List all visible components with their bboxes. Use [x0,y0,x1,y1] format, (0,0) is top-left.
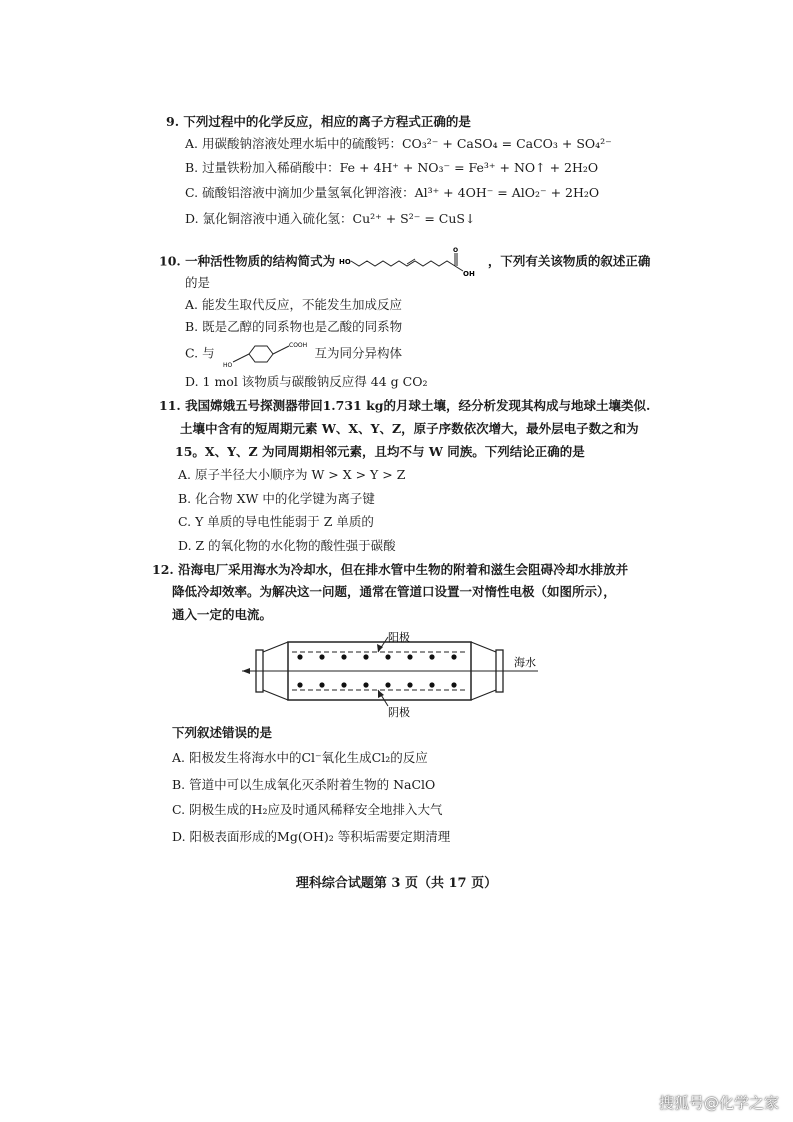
q12-line2: 降低冷却效率。为解决这一问题，通常在管道口设置一对惰性电极（如图所示）， [172,584,616,599]
q10-stem [159,247,650,277]
q10-stem-pre: 10. 一种活性物质的结构简式为 [159,253,336,269]
q11-option-d: D. Z 的氧化物的水化物的酸性强于碳酸 [178,538,396,553]
electrode-pipe-diagram [238,628,550,718]
q12-line1: 12. 沿海电厂采用海水为冷却水，但在排水管中生物的附着和滋生会阻碍冷却水排放并 [152,562,629,577]
q10-struct-ho: HO [339,258,352,266]
q10-option-c [185,340,402,368]
q11-line2: 土壤中含有的短周期元素 W、X、Y、Z，原子序数依次增大，最外层电子数之和为 [180,421,639,436]
cathode-dots [297,682,456,687]
q11-line3: 15。X、Y、Z 为同周期相邻元素，且均不与 W 同族。下列结论正确的是 [175,444,585,459]
q11-option-c: C. Y 单质的导电性能弱于 Z 单质的 [178,514,374,529]
q9-option-d: D. 氯化铜溶液中通入硫化氢：Cu²⁺ + S²⁻ = CuS↓ [185,211,476,226]
q12-option-a: A. 阳极发生将海水中的Cl⁻氧化生成Cl₂的反应 [172,750,428,765]
q9-stem: 9. 下列过程中的化学反应，相应的离子方程式正确的是 [166,114,471,129]
q9-option-a: A. 用碳酸钠溶液处理水垢中的硫酸钙：CO₃²⁻ + CaSO₄ = CaCO₃ + SO₄²⁻ [185,136,612,151]
q12-prompt: 下列叙述错误的是 [172,725,273,740]
anode-label: 阳极 [388,631,410,644]
q10-option-c-pre: C. 与 [185,345,215,361]
c-ho-label: HO [222,362,232,368]
q10-struct-o: O [453,247,459,254]
q12-option-d: D. 阳极表面形成的Mg(OH)₂ 等积垢需要定期清理 [172,829,451,844]
q10-option-c-post: 互为同分异构体 [314,345,403,361]
q11-line1: 11. 我国嫦娥五号探测器带回1.731 kg的月球土壤，经分析发现其构成与地球土壤类似. [159,398,651,413]
q10-option-a: A. 能发生取代反应，不能发生加成反应 [185,297,402,312]
anode-dots [297,654,456,659]
cathode-label: 阴极 [388,706,410,718]
q10-option-d: D. 1 mol 该物质与碳酸钠反应得 44 g CO₂ [185,374,428,389]
q10-option-b: B. 既是乙醇的同系物也是乙酸的同系物 [185,319,403,334]
q10-oh-bond [455,266,463,271]
watermark: 搜狐号@化学之家 [658,1094,779,1112]
page-footer: 理科综合试题第 3 页（共 17 页） [295,876,498,891]
q10-structure-diagram [339,247,483,277]
q10-struct-oh: OH [463,270,476,277]
q10-stem-line2: 的是 [185,275,211,290]
q11-option-a: A. 原子半径大小顺序为 W > X > Y > Z [178,467,406,482]
q10-stem-post: ，下列有关该物质的叙述正确 [487,253,651,269]
outflow-arrowhead [242,668,250,674]
q9-option-b: B. 过量铁粉加入稀硝酸中：Fe + 4H⁺ + NO₃⁻ = Fe³⁺ + NO↑ + 2H₂O [185,160,599,175]
cyclohexane-ring [249,346,273,362]
seawater-label: 海水 [514,656,536,669]
q9-option-c: C. 硫酸铝溶液中滴加少量氢氧化钾溶液：Al³⁺ + 4OH⁻ = AlO₂⁻ + 2H₂O [185,185,600,200]
q12-line3: 通入一定的电流。 [172,607,273,622]
c-cooh-label: COOH [288,342,307,349]
q12-option-b: B. 管道中可以生成氧化灭杀附着生物的 NaClO [172,777,436,792]
q10-carbon-chain [351,261,455,266]
q11-option-b: B. 化合物 XW 中的化学键为离子键 [178,491,375,506]
q10-option-c-structure [219,340,311,368]
q12-option-c: C. 阴极生成的H₂应及时通风稀释安全地排入大气 [172,802,443,817]
